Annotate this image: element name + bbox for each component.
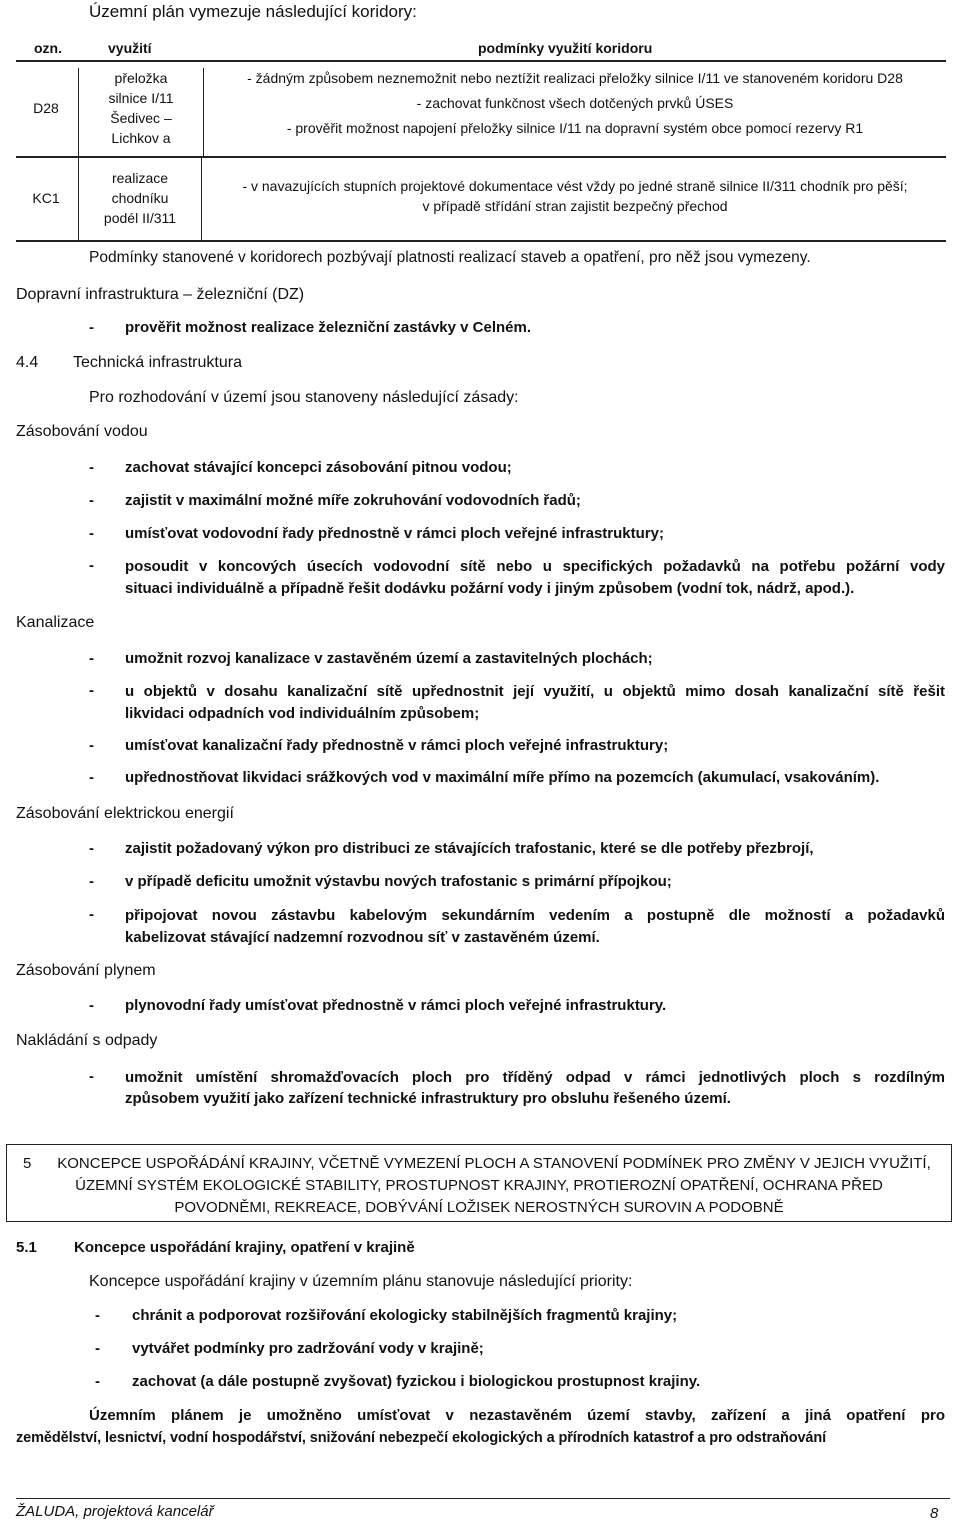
bullet: - bbox=[89, 769, 94, 786]
table-row bbox=[16, 158, 946, 242]
list-item: umožnit umístění shromažďovacích ploch pro tříděný odpad v rámci jednotlivých ploch s rozdílným bbox=[125, 1069, 945, 1086]
page-number: 8 bbox=[930, 1505, 939, 1522]
gas-heading: Zásobování plynem bbox=[16, 962, 156, 979]
row-code: KC1 bbox=[32, 190, 60, 206]
list-item: zachovat stávající koncepci zásobování pitnou vodou; bbox=[125, 459, 512, 476]
header-vyuziti: využití bbox=[108, 40, 152, 56]
bullet: - bbox=[89, 650, 94, 667]
list-item: v případě deficitu umožnit výstavbu nových trafostanic s primární přípojkou; bbox=[125, 873, 672, 890]
section-intro: Koncepce uspořádání krajiny v územním plánu stanovuje následující priority: bbox=[89, 1273, 633, 1290]
bullet: - bbox=[89, 682, 94, 699]
dz-heading: Dopravní infrastruktura – železniční (DZ) bbox=[16, 286, 305, 303]
corridor-note: Podmínky stanovené v koridorech pozbývají platnosti realizací staveb a opatření, pro něž jsou vymezeny. bbox=[89, 249, 811, 266]
bullet: - bbox=[89, 557, 94, 574]
section-number: 4.4 bbox=[16, 354, 39, 371]
table-header bbox=[16, 38, 946, 62]
list-item: zachovat (a dále postupně zvyšovat) fyzickou i biologickou prostupnost krajiny. bbox=[132, 1373, 701, 1390]
list-item: umísťovat vodovodní řady přednostně v rámci ploch veřejné infrastruktury; bbox=[125, 525, 664, 542]
chapter-heading-box bbox=[6, 1144, 952, 1222]
row-use: přeložka silnice I/11 Šedivec – Lichkov a bbox=[78, 68, 204, 156]
row-code: D28 bbox=[33, 100, 59, 116]
row-use: realizace chodníku podél II/311 bbox=[78, 158, 202, 240]
bullet: - bbox=[89, 873, 94, 890]
row-conditions: - v navazujících stupních projektové dokumentace vést vždy po jedné straně silnice II/311 chodník pro pěší; v případě střídání stran zajistit bezpečný přechod bbox=[242, 178, 908, 214]
list-item: umožnit rozvoj kanalizace v zastavěném území a zastavitelných plochách; bbox=[125, 650, 653, 667]
header-podminky: podmínky využití koridoru bbox=[478, 40, 653, 56]
bullet: - bbox=[95, 1340, 100, 1357]
bullet: - bbox=[95, 1373, 100, 1390]
footer-company: ŽALUDA, projektová kancelář bbox=[16, 1503, 214, 1520]
section-title: Technická infrastruktura bbox=[73, 354, 242, 371]
power-heading: Zásobování elektrickou energií bbox=[16, 805, 234, 822]
bullet: - bbox=[89, 737, 94, 754]
bullet: - bbox=[89, 1068, 94, 1085]
bullet: - bbox=[89, 525, 94, 542]
list-item: zajistit požadovaný výkon pro distribuci ze stávajících trafostanic, které se dle potřeby přezbrojí, bbox=[125, 840, 814, 857]
chapter-number: 5 bbox=[23, 1155, 32, 1172]
bullet: - bbox=[95, 1307, 100, 1324]
row-conditions: - žádným způsobem neznemožnit nebo neztížit realizaci přeložky silnice I/11 ve stanoveném koridoru D28 - zachovat funkčnost všech dotčených prvků ÚSES - prověřit možnost napojení přeložky silnice I/11 na dopravní systém obce pomocí rezervy R1 bbox=[247, 70, 903, 136]
table-row bbox=[16, 62, 946, 158]
footer-divider bbox=[16, 1498, 950, 1499]
list-item-cont: situaci individuálně a případně řešit dodávku požární vody i jiným způsobem (vodní tok, nádrž, apod.). bbox=[125, 580, 855, 597]
waste-heading: Nakládání s odpady bbox=[16, 1032, 158, 1049]
list-item-cont: kabelizovat stávající nadzemní rozvodnou síť v zastavěném území. bbox=[125, 929, 600, 946]
list-item: u objektů v dosahu kanalizační sítě upřednostnit její využití, u objektů mimo dosah kanalizační sítě řešit bbox=[125, 683, 945, 700]
list-item-cont: likvidaci odpadních vod individuálním způsobem; bbox=[125, 705, 480, 722]
header-ozn: ozn. bbox=[34, 40, 62, 56]
sewer-heading: Kanalizace bbox=[16, 614, 95, 631]
closing-line: zemědělství, lesnictví, vodní hospodářství, snižování nebezpečí ekologických a přírodních katastrof a pro odstraňování bbox=[16, 1430, 827, 1446]
list-item: zajistit v maximální možné míře zokruhování vodovodních řadů; bbox=[125, 492, 581, 509]
section-title: Koncepce uspořádání krajiny, opatření v krajině bbox=[74, 1239, 415, 1256]
list-item: vytvářet podmínky pro zadržování vody v krajině; bbox=[132, 1340, 484, 1357]
list-item: plynovodní řady umísťovat přednostně v rámci ploch veřejné infrastruktury. bbox=[125, 997, 667, 1014]
list-item: chránit a podporovat rozšiřování ekologicky stabilnějších fragmentů krajiny; bbox=[132, 1307, 678, 1324]
list-item-cont: způsobem využití jako zařízení technické infrastruktury pro obsluhu řešeného území. bbox=[125, 1090, 731, 1107]
list-item: připojovat novou zástavbu kabelovým sekundárním vedením a postupně dle možností a požadavků bbox=[125, 907, 945, 924]
bullet: - bbox=[89, 906, 94, 923]
dz-item: prověřit možnost realizace železniční zastávky v Celném. bbox=[125, 319, 531, 336]
bullet: - bbox=[89, 492, 94, 509]
list-item: umísťovat kanalizační řady přednostně v rámci ploch veřejné infrastruktury; bbox=[125, 737, 669, 754]
closing-line: Územním plánem je umožněno umísťovat v nezastavěném území stavby, zařízení a jiná opatření pro bbox=[89, 1407, 945, 1424]
bullet: - bbox=[89, 840, 94, 857]
chapter-title: KONCEPCE USPOŘÁDÁNÍ KRAJINY, VČETNĚ VYMEZENÍ PLOCH A STANOVENÍ PODMÍNEK PRO ZMĚNY V JEJICH VYUŽITÍ, ÚZEMNÍ SYSTÉM EKOLOGICKÉ STABILITY, PROSTUPNOST KRAJINY, PROTIEROZNÍ OPATŘENÍ, OCHRANA PŘED POVODNĚMI, REKREACE, DOBÝVÁNÍ LOŽISEK NEROSTNÝCH SUROVIN A PODOBNĚ bbox=[57, 1155, 931, 1216]
list-item: posoudit v koncových úsecích vodovodní sítě nebo u specifických požadavků na potřebu požární vody bbox=[125, 558, 945, 575]
intro-text: Územní plán vymezuje následující koridory: bbox=[89, 2, 417, 21]
section-intro: Pro rozhodování v území jsou stanoveny následující zásady: bbox=[89, 389, 519, 406]
bullet: - bbox=[89, 319, 94, 336]
section-number: 5.1 bbox=[16, 1239, 37, 1256]
water-heading: Zásobování vodou bbox=[16, 423, 148, 440]
list-item: upřednostňovat likvidaci srážkových vod v maximální míře přímo na pozemcích (akumulací, vsakováním). bbox=[125, 769, 880, 786]
bullet: - bbox=[89, 459, 94, 476]
bullet: - bbox=[89, 997, 94, 1014]
